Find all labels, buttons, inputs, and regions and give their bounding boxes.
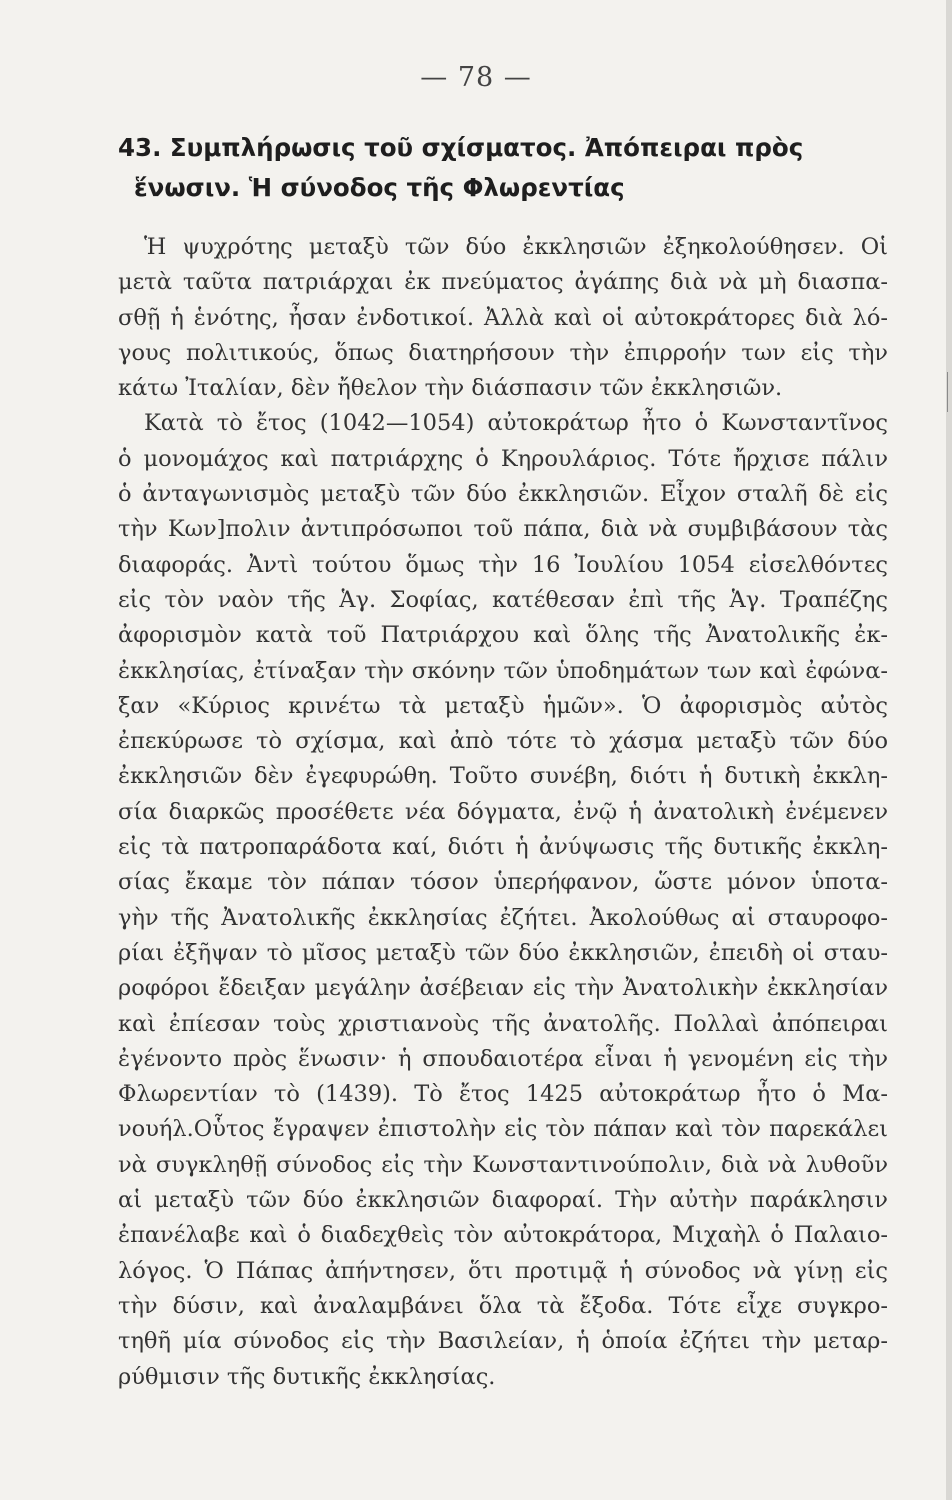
text-line: γὴν τῆς Ἀνατολικῆς ἐκκλησίας ἐζήτει. Ἀκολούθως αἱ σταυροφο- — [118, 904, 888, 931]
page-edge-shadow — [946, 0, 952, 1500]
text-line: ὁ μονομάχος καὶ πατριάρχης ὁ Κηρουλάριος. Τότε ἤρχισε πάλιν — [118, 445, 888, 472]
text-line: Κατὰ τὸ ἔτος (1042—1054) αὐτοκράτωρ ἦτο ὁ Κωνσταντῖνος — [144, 410, 888, 437]
text-line: σία διαρκῶς προσέθετε νέα δόγματα, ἐνῷ ἡ ἀνατολικὴ ἐνέμενεν — [118, 798, 888, 825]
section-heading-line-2: ἕνωσιν. Ἡ σύνοδος τῆς Φλωρεντίας — [134, 173, 625, 202]
section-heading — [118, 128, 878, 208]
text-line: μετὰ ταῦτα πατριάρχαι ἐκ πνεύματος ἀγάπης διὰ νὰ μὴ διασπα- — [118, 269, 888, 296]
text-line: εἰς τὸν ναὸν τῆς Ἁγ. Σοφίας, κατέθεσαν ἐπὶ τῆς Ἁγ. Τραπέζης — [118, 586, 888, 613]
text-line: κάτω Ἰταλίαν, δὲν ἤθελον τὴν διάσπασιν τῶν ἐκκλησιῶν. — [118, 375, 783, 402]
text-line: ἐγένοντο πρὸς ἕνωσιν· ἡ σπουδαιοτέρα εἶναι ἡ γενομένη εἰς τὴν — [118, 1045, 888, 1072]
text-line: γους πολιτικούς, ὅπως διατηρήσουν τὴν ἐπιρροήν των εἰς τὴν — [118, 339, 888, 366]
text-line: ρύθμισιν τῆς δυτικῆς ἐκκλησίας. — [118, 1363, 496, 1390]
text-line: ἀφορισμὸν κατὰ τοῦ Πατριάρχου καὶ ὅλης τῆς Ἀνατολικῆς ἐκ- — [118, 622, 888, 649]
text-line: τηθῆ μία σύνοδος εἰς τὴν Βασιλείαν, ἡ ὁποία ἐζήτει τὴν μεταρ- — [118, 1328, 888, 1355]
text-line: ροφόροι ἔδειξαν μεγάλην ἀσέβειαν εἰς τὴν Ἀνατολικὴν ἐκκλησίαν — [118, 975, 888, 1002]
text-line: σθῇ ἡ ἑνότης, ἦσαν ἐνδοτικοί. Ἀλλὰ καὶ οἱ αὐτοκράτορες διὰ λό- — [118, 304, 888, 331]
text-line: Ἡ ψυχρότης μεταξὺ τῶν δύο ἐκκλησιῶν ἐξηκολούθησεν. Οἱ — [144, 234, 888, 260]
text-line: ἐκκλησιῶν δὲν ἐγεφυρώθη. Τοῦτο συνέβη, διότι ἡ δυτικὴ ἐκκλη- — [118, 763, 888, 790]
text-line: καὶ ἐπίεσαν τοὺς χριστιανοὺς τῆς ἀνατολῆς. Πολλαὶ ἀπόπειραι — [118, 1010, 888, 1037]
text-line: σίας ἔκαμε τὸν πάπαν τόσον ὑπερήφανον, ὥστε μόνον ὑποτα- — [118, 869, 888, 896]
text-line: τὴν δύσιν, καὶ ἀναλαμβάνει ὅλα τὰ ἔξοδα. Τότε εἶχε συγκρο- — [118, 1292, 888, 1319]
page-number: — 78 — — [420, 62, 532, 93]
text-line: ὁ ἀνταγωνισμὸς μεταξὺ τῶν δύο ἐκκλησιῶν. Εἶχον σταλῆ δὲ εἰς — [118, 481, 888, 508]
text-line: νουήλ.Οὗτος ἔγραψεν ἐπιστολὴν εἰς τὸν πάπαν καὶ τὸν παρεκάλει — [118, 1116, 888, 1143]
text-line: νὰ συγκληθῇ σύνοδος εἰς τὴν Κωνσταντινούπολιν, διὰ νὰ λυθοῦν — [118, 1151, 888, 1178]
text-line: ἐπανέλαβε καὶ ὁ διαδεχθεὶς τὸν αὐτοκράτορα, Μιχαὴλ ὁ Παλαιο- — [118, 1222, 888, 1249]
text-line: ρίαι ἐξῆψαν τὸ μῖσος μεταξὺ τῶν δύο ἐκκλησιῶν, ἐπειδὴ οἱ σταυ- — [118, 939, 888, 966]
text-line: εἰς τὰ πατροπαράδοτα καί, διότι ἡ ἀνύψωσις τῆς δυτικῆς ἐκκλη- — [118, 834, 888, 861]
text-line: τὴν Κων]πολιν ἀντιπρόσωποι τοῦ πάπα, διὰ νὰ συμβιβάσουν τὰς — [118, 516, 888, 543]
text-line: διαφοράς. Ἀντὶ τούτου ὅμως τὴν 16 Ἰουλίου 1054 εἰσελθόντες — [118, 551, 888, 578]
text-line: Φλωρεντίαν τὸ (1439). Τὸ ἔτος 1425 αὐτοκράτωρ ἦτο ὁ Μα- — [118, 1081, 888, 1108]
page-edge-mark — [947, 372, 948, 412]
body-text — [118, 230, 888, 1395]
text-line: ἐκκλησίας, ἐτίναξαν τὴν σκόνην τῶν ὑποδημάτων των καὶ ἐφώνα- — [118, 657, 888, 684]
text-line: ξαν «Κύριος κρινέτω τὰ μεταξὺ ἡμῶν». Ὁ ἀφορισμὸς αὐτὸς — [118, 692, 888, 719]
text-line: λόγος. Ὁ Πάπας ἀπήντησεν, ὅτι προτιμᾷ ἡ σύνοδος νὰ γίνῃ εἰς — [118, 1257, 888, 1284]
text-line: αἱ μεταξὺ τῶν δύο ἐκκλησιῶν διαφοραί. Τὴν αὐτὴν παράκλησιν — [118, 1187, 888, 1214]
text-line: ἐπεκύρωσε τὸ σχίσμα, καὶ ἀπὸ τότε τὸ χάσμα μεταξὺ τῶν δύο — [118, 728, 888, 755]
section-heading-line-1: 43. Συμπλήρωσις τοῦ σχίσματος. Ἀπόπειραι πρὸς — [118, 133, 804, 162]
